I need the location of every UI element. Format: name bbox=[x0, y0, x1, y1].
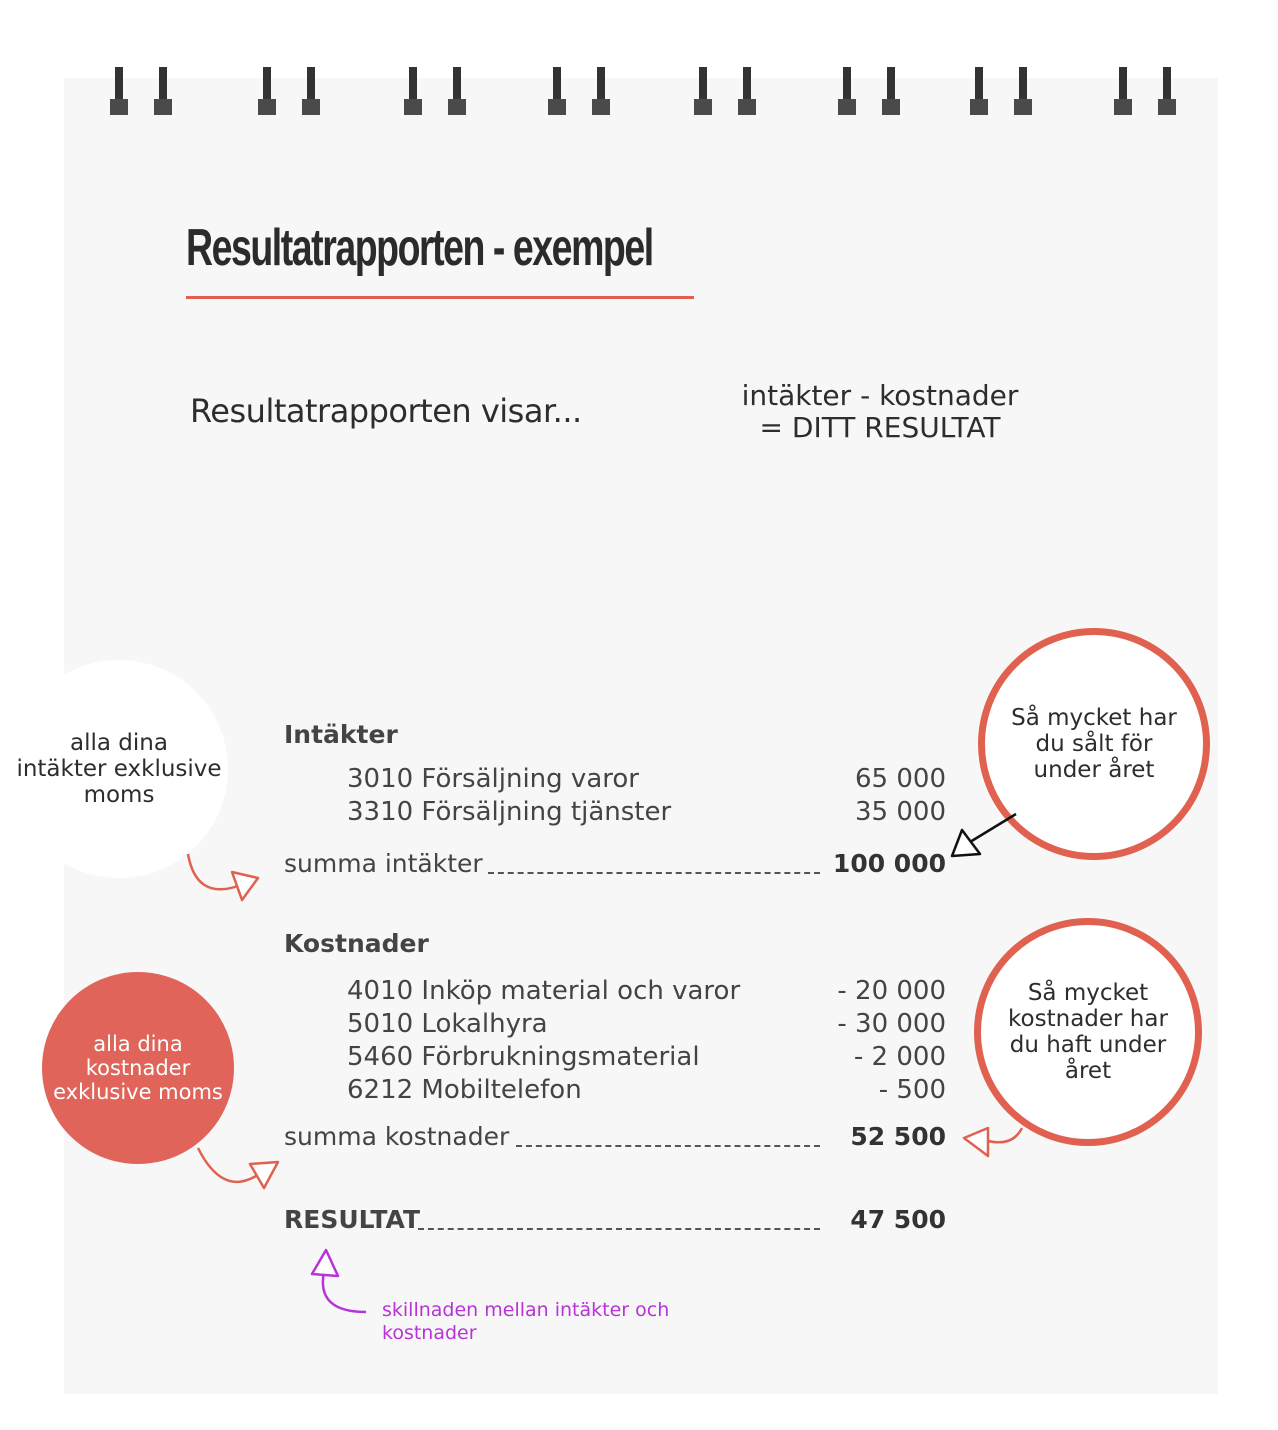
note-line: kostnader bbox=[85, 1056, 191, 1080]
cost-row-label: 5010 Lokalhyra bbox=[347, 1009, 548, 1039]
note-line: alla dina bbox=[70, 730, 168, 756]
note-line: under året bbox=[1033, 757, 1155, 783]
arrowhead-costs-right bbox=[964, 1128, 988, 1156]
costs-sum-value: 52 500 bbox=[850, 1122, 946, 1151]
income-row-value: 35 000 bbox=[855, 797, 946, 827]
note-line: året bbox=[1064, 1058, 1112, 1084]
arrow-income-left bbox=[188, 854, 238, 889]
income-row-value: 65 000 bbox=[855, 764, 946, 794]
cost-row-value: - 2 000 bbox=[853, 1042, 946, 1072]
income-heading: Intäkter bbox=[284, 720, 398, 749]
note-line: alla dina bbox=[93, 1032, 183, 1056]
note-line: Så mycket har bbox=[1011, 705, 1177, 731]
note-line: intäkter exklusive bbox=[16, 756, 222, 782]
note-line: du sålt för bbox=[1035, 731, 1153, 757]
income-sum-value: 100 000 bbox=[832, 849, 946, 878]
formula-line: intäkter - kostnader bbox=[741, 379, 1019, 412]
note-line: exklusive moms bbox=[53, 1080, 223, 1104]
income-sum-label: summa intäkter bbox=[284, 849, 483, 878]
costs-heading: Kostnader bbox=[284, 929, 429, 958]
arrowhead-income-left bbox=[232, 872, 258, 900]
note-line: kostnader har bbox=[1008, 1006, 1168, 1032]
arrowhead-income-right bbox=[952, 830, 980, 856]
income-row-label: 3310 Försäljning tjänster bbox=[347, 797, 672, 827]
result-value: 47 500 bbox=[850, 1205, 946, 1234]
note-line: Så mycket bbox=[1027, 980, 1149, 1006]
cost-row-value: - 30 000 bbox=[837, 1009, 946, 1039]
result-note: skillnaden mellan intäkter och kostnader bbox=[382, 1299, 670, 1344]
arrow-costs-left bbox=[198, 1148, 256, 1182]
result-label: RESULTAT bbox=[284, 1205, 420, 1234]
intro-text: Resultatrapporten visar... bbox=[190, 392, 582, 430]
formula-line: = DITT RESULTAT bbox=[759, 411, 1001, 444]
arrow-result bbox=[323, 1272, 366, 1312]
arrowhead-result bbox=[312, 1250, 338, 1276]
note-line: moms bbox=[83, 782, 155, 808]
costs-sum-label: summa kostnader bbox=[284, 1122, 510, 1151]
arrow-income-right bbox=[970, 814, 1016, 842]
cost-row-value: - 500 bbox=[878, 1075, 946, 1105]
arrowhead-costs-left bbox=[250, 1162, 278, 1188]
cost-row-label: 5460 Förbrukningsmaterial bbox=[347, 1042, 700, 1072]
cost-row-label: 4010 Inköp material och varor bbox=[347, 976, 741, 1006]
note-line: du haft under bbox=[1009, 1032, 1167, 1058]
arrow-costs-right bbox=[984, 1128, 1022, 1142]
cost-row-label: 6212 Mobiltelefon bbox=[347, 1075, 582, 1105]
page-title: Resultatrapporten - exempel bbox=[186, 219, 653, 277]
income-row-label: 3010 Försäljning varor bbox=[347, 764, 639, 794]
cost-row-value: - 20 000 bbox=[837, 976, 946, 1006]
